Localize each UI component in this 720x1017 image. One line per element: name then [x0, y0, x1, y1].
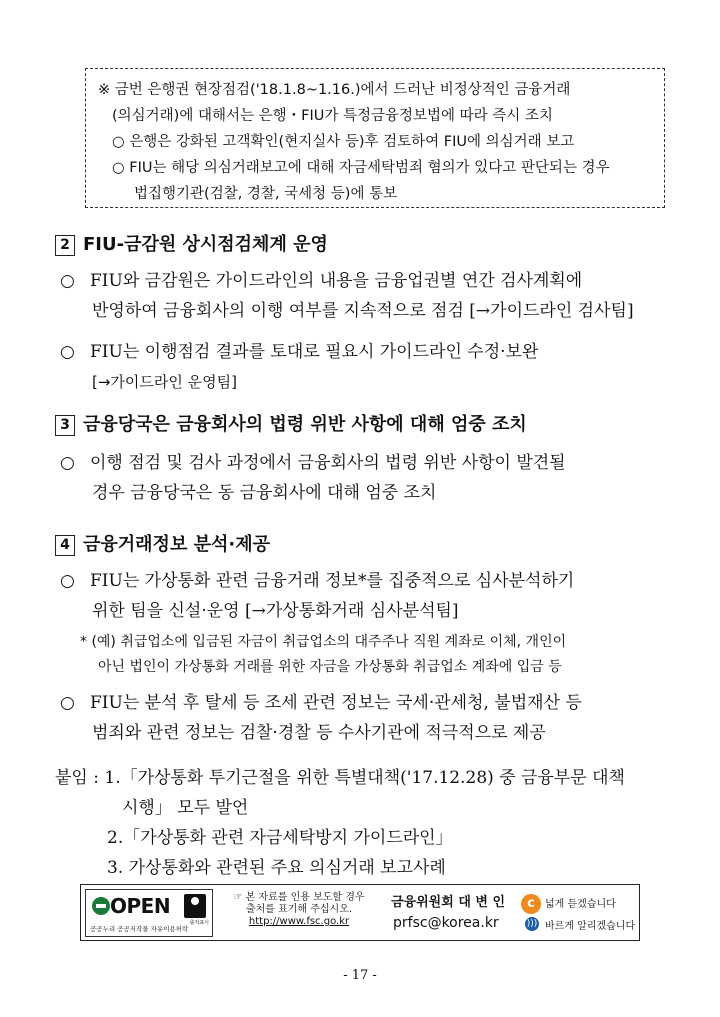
sound-wave-icon: ))) — [526, 919, 538, 929]
section-heading — [55, 410, 527, 436]
attachment-item: 3. 가상통화와 관련된 주요 의심거래 보고사례 — [107, 858, 446, 878]
section-number: 4 — [55, 535, 75, 556]
paragraph-line: FIU는 분석 후 탈세 등 조세 관련 정보는 국세·관세청, 불법재산 등 — [90, 693, 582, 713]
paragraph-line: 반영하여 금융회사의 이행 여부를 지속적으로 점검 [→가이드라인 검사팀] — [92, 301, 634, 321]
open-license-logo — [85, 889, 213, 937]
person-icon — [184, 894, 206, 918]
slogan-line: 바르게 알리겠습니다 — [545, 921, 636, 932]
spokesperson-label: 금융위원회 대 변 인 — [391, 895, 506, 910]
open-circle-icon — [92, 897, 110, 915]
notice-line: ※ 금번 은행권 현장점검('18.1.8~1.16.)에서 드러난 비정상적인 금융거래 — [98, 82, 571, 98]
notice-box — [85, 68, 665, 208]
open-caption: 공공누리 공공저작물 자유이용허락 — [90, 925, 189, 933]
paragraph-line: FIU는 가상통화 관련 금융거래 정보*를 집중적으로 심사분석하기 — [90, 571, 575, 591]
attachments — [55, 763, 685, 883]
section-title: 금융당국은 금융회사의 법령 위반 사항에 대해 엄중 조치 — [83, 414, 527, 435]
paragraph-line: 위한 팀을 신설·운영 [→가상통화거래 심사분석팀] — [92, 601, 459, 621]
attachment-item: 1.「가상통화 투기근절을 위한 특별대책('17.12.28) 중 금융부문 대책 — [104, 768, 625, 788]
section-title: 금융거래정보 분석·제공 — [83, 534, 270, 555]
bullet-icon: ○ — [60, 271, 75, 291]
bullet-icon: ○ — [60, 342, 75, 362]
paragraph — [60, 688, 675, 748]
notice-line: 법집행기관(검찰, 경찰, 국세청 등)에 통보 — [134, 186, 398, 202]
paragraph — [60, 337, 675, 397]
paragraph — [60, 448, 675, 508]
open-tag: 출처표시 — [189, 920, 209, 926]
bullet-icon: ○ — [60, 571, 75, 591]
fsc-c-logo-icon: c — [521, 894, 541, 914]
citation-line: 출처를 표기해 주십시오. — [245, 904, 353, 915]
paragraph-line: FIU는 이행점검 결과를 토대로 필요시 가이드라인 수정·보완 — [90, 342, 539, 362]
footnote-line: 아닌 법인이 가상통화 거래를 위한 자금을 가상통화 취급업소 계좌에 입금 등 — [98, 659, 562, 675]
attachments-label: 붙임 : — [55, 768, 99, 788]
paragraph-line: 이행 점검 및 검사 과정에서 금융회사의 법령 위반 사항이 발견될 — [90, 453, 566, 473]
section-title: FIU-금감원 상시점검체계 운영 — [83, 234, 328, 255]
bullet-icon: ○ — [60, 453, 75, 473]
footnote — [80, 630, 680, 680]
paragraph-line: 범죄와 관련 정보는 검찰·경찰 등 수사기관에 적극적으로 제공 — [92, 723, 546, 743]
section-number: 3 — [55, 415, 75, 436]
attachment-item: 2.「가상통화 관련 자금세탁방지 가이드라인」 — [107, 828, 453, 848]
slogan-line: 넓게 듣겠습니다 — [545, 899, 616, 910]
bullet-icon: ○ — [60, 693, 75, 713]
fsc-url-link[interactable]: http://www.fsc.go.kr — [248, 916, 350, 927]
paragraph-line: [→가이드라인 운영팀] — [92, 373, 237, 391]
citation-note — [229, 892, 369, 928]
open-logo-text: OPEN — [92, 894, 170, 918]
paragraph-line: FIU와 금감원은 가이드라인의 내용을 금융업권별 연간 검사계획에 — [90, 271, 583, 291]
paragraph — [60, 566, 675, 626]
notice-line: (의심거래)에 대해서는 은행・FIU가 특정금융정보법에 따라 즉시 조치 — [112, 108, 553, 124]
section-number: 2 — [55, 235, 75, 256]
page-number: - 17 - — [343, 968, 377, 983]
footnote-line: * (예) 취급업소에 입금된 자금이 취급업소의 대주주나 직원 계좌로 이체, 개인이 — [80, 634, 567, 650]
notice-line: ○ FIU는 해당 의심거래보고에 대해 자금세탁범죄 혐의가 있다고 판단되는 경우 — [112, 160, 610, 176]
paragraph — [60, 266, 675, 326]
footer-box — [80, 884, 640, 941]
section-heading — [55, 230, 328, 256]
section-heading — [55, 530, 270, 556]
citation-line: ☞ 본 자료를 인용 보도할 경우 — [233, 892, 365, 903]
paragraph-line: 경우 금융당국은 동 금융회사에 대해 엄중 조치 — [92, 483, 437, 503]
attachment-item: 시행」 모두 발언 — [122, 798, 249, 818]
email-address: prfsc@korea.kr — [393, 915, 499, 931]
notice-line: ○ 은행은 강화된 고객확인(현지실사 등)후 검토하여 FIU에 의심거래 보고 — [112, 134, 575, 150]
